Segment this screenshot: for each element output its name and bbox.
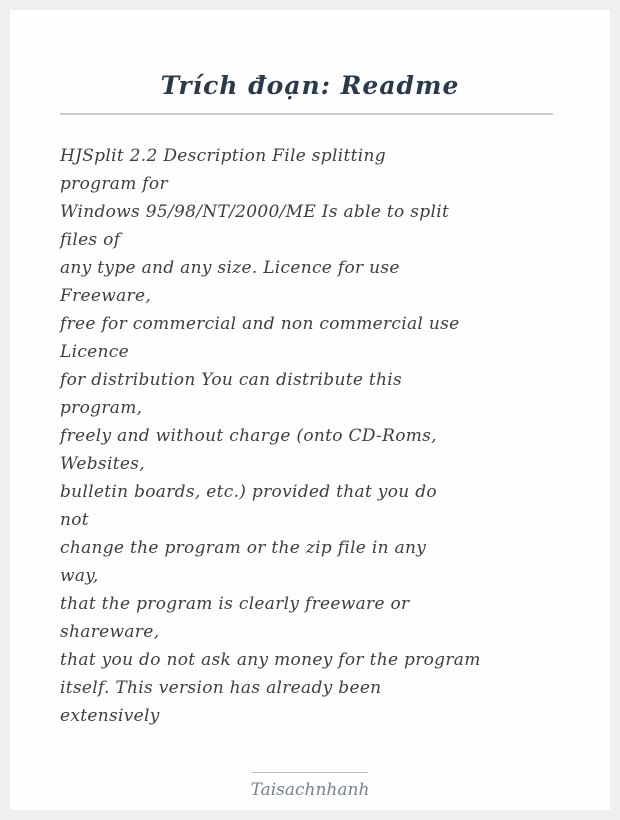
text-line: change the program or the zip file in any xyxy=(60,537,427,558)
page-title: Trích đoạn: Readme xyxy=(160,71,460,100)
text-line: Licence xyxy=(60,341,129,362)
text-line: Windows 95/98/NT/2000/ME Is able to split xyxy=(60,201,450,222)
text-line: not xyxy=(60,509,89,530)
text-line: shareware, xyxy=(60,621,160,642)
text-line: that you do not ask any money for the program xyxy=(60,649,481,670)
body-text xyxy=(60,142,570,730)
text-line: HJSplit 2.2 Description File splitting xyxy=(60,145,386,166)
text-line: way, xyxy=(60,565,99,586)
text-line: program for xyxy=(60,173,168,194)
footer-signature: Taisachnhanh xyxy=(250,779,370,800)
text-line: for distribution You can distribute this xyxy=(60,369,403,390)
title-divider xyxy=(60,113,553,115)
text-line: itself. This version has already been xyxy=(60,677,382,698)
page-footer xyxy=(10,772,610,802)
text-line: that the program is clearly freeware or xyxy=(60,593,410,614)
text-line: any type and any size. Licence for use xyxy=(60,257,400,278)
text-line: program, xyxy=(60,397,143,418)
text-line: freely and without charge (onto CD-Roms, xyxy=(60,425,437,446)
document-page xyxy=(10,10,610,810)
text-line: extensively xyxy=(60,705,160,726)
text-line: Freeware, xyxy=(60,285,152,306)
footer-divider xyxy=(252,772,368,773)
text-line: Websites, xyxy=(60,453,145,474)
text-line: free for commercial and non commercial use xyxy=(60,313,460,334)
text-line: files of xyxy=(60,229,121,250)
text-line: bulletin boards, etc.) provided that you do xyxy=(60,481,437,502)
